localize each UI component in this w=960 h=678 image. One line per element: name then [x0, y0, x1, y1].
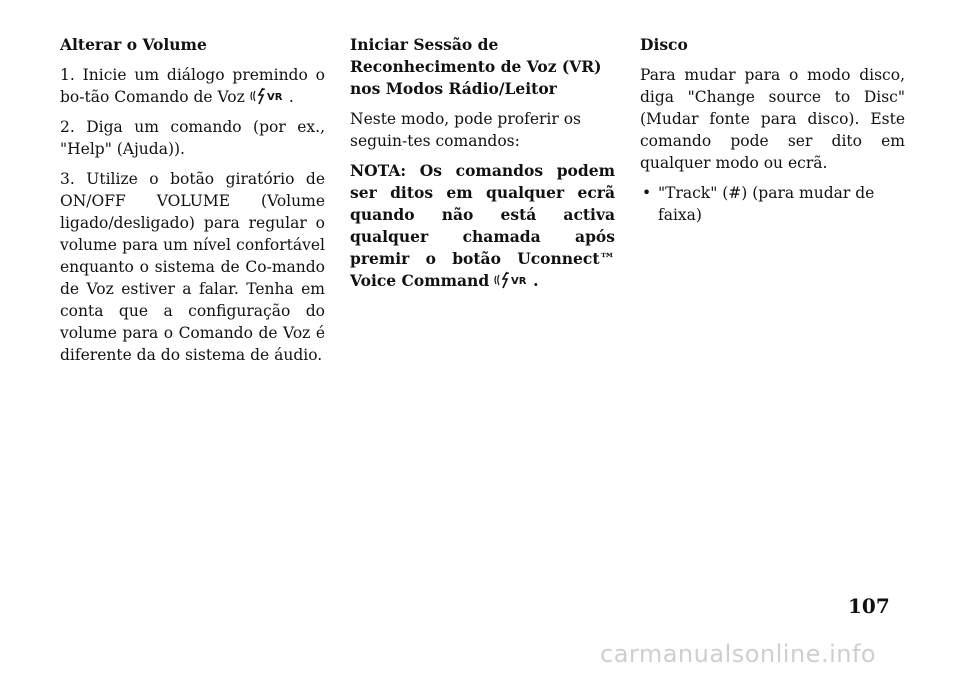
heading-iniciar-sessao: Iniciar Sessão de Reconhecimento de Voz (VR) nos Modos Rádio/Leitor	[350, 35, 602, 98]
page-number: 107	[848, 594, 890, 618]
intro-text: Neste modo, pode proferir os seguin-tes comandos:	[350, 110, 581, 150]
list-item-track: • "Track" (#) (para mudar de faixa)	[640, 182, 905, 226]
note-text	[350, 160, 615, 292]
voice-icon-label: VR	[266, 92, 283, 103]
step-1-period: .	[288, 88, 294, 106]
voice-icon-label: VR	[511, 276, 527, 287]
heading-alterar-volume: Alterar o Volume	[60, 35, 207, 54]
watermark: carmanualsonline.info	[600, 640, 877, 668]
column-disco	[640, 34, 905, 226]
column-vr-session	[350, 34, 615, 300]
column-volume	[60, 34, 325, 374]
disco-paragraph: Para mudar para o modo disco, diga "Change source to Disc" (Mudar fonte para disco). Este comando pode ser dito em qualquer modo ou ecrã.	[640, 66, 905, 172]
step-1-text: 1. Inicie um diálogo premindo o bo-tão Comando de Voz	[60, 66, 325, 106]
step-1	[60, 64, 325, 108]
note-period: .	[533, 271, 539, 290]
note-body: NOTA: Os comandos podem ser ditos em qualquer ecrã quando não está activa qualquer chamada após premir o botão Uconnect™ Voice Command	[350, 161, 615, 290]
heading-disco: Disco	[640, 35, 688, 54]
step-2: 2. Diga um comando (por ex., "Help" (Ajuda)).	[60, 118, 325, 158]
step-3: 3. Utilize o botão giratório de ON/OFF VOLUME (Volume ligado/desligado) para regular o volume para um nível confortável enquanto o sistema de Co-mando de Voz estiver a falar. Tenha em conta que a configuração do volume para o Comando de Voz é diferente da do sistema de áudio.	[60, 170, 325, 364]
voice-command-icon	[493, 271, 533, 289]
voice-command-icon	[249, 87, 289, 105]
